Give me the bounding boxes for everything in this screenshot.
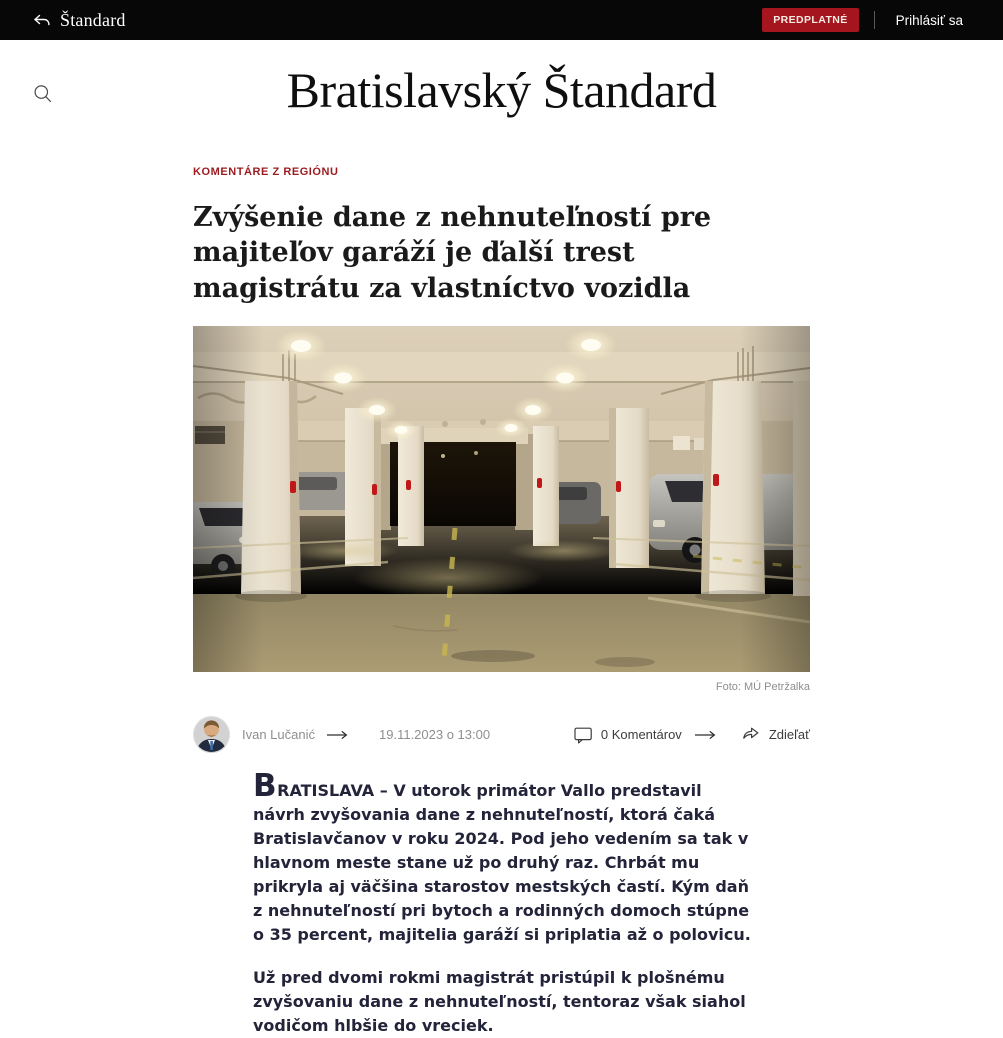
masthead-title[interactable]: Bratislavský Štandard (0, 62, 1003, 120)
topbar-right (762, 8, 969, 32)
search-button[interactable] (31, 82, 56, 107)
article-meta-row (193, 716, 810, 753)
article-content (193, 120, 810, 1038)
login-link[interactable]: Prihlásiť sa (890, 12, 969, 29)
author-arrow-icon (326, 730, 349, 740)
lead-caps: RATISLAVA (277, 781, 374, 800)
brand-logo[interactable] (33, 10, 126, 31)
share-label: Zdieľať (769, 727, 810, 742)
article-body (253, 779, 753, 1038)
brand-name: Štandard (60, 10, 126, 31)
share-icon (741, 726, 761, 743)
search-icon (33, 84, 54, 105)
paragraph-lead (253, 779, 753, 947)
article-headline: Zvýšenie dane z nehnuteľností pre majiteľov garáží je ďalší trest magistrátu za vlastníctvo vozidla (193, 200, 810, 307)
topbar-divider (874, 11, 875, 29)
category-link[interactable]: KOMENTÁRE Z REGIÓNU (193, 166, 339, 178)
comments-arrow-icon (694, 730, 717, 740)
photo-credit: Foto: MÚ Petržalka (193, 681, 810, 693)
top-bar (0, 0, 1003, 40)
share-button[interactable] (741, 726, 810, 743)
comments-button[interactable] (574, 726, 717, 744)
masthead (0, 40, 1003, 120)
hero-image (193, 326, 810, 672)
meta-actions (574, 726, 810, 744)
author-name[interactable]: Ivan Lučanić (242, 727, 315, 742)
back-arrow-icon (33, 12, 51, 28)
author-avatar[interactable] (193, 716, 230, 753)
comment-icon (574, 726, 593, 744)
comments-label: 0 Komentárov (601, 727, 682, 742)
paragraph-2: Už pred dvomi rokmi magistrát pristúpil k plošnému zvyšovaniu dane z nehnuteľností, tentoraz však siahol vodičom hlbšie do vreciek. (253, 966, 753, 1038)
lead-text: – V utorok primátor Vallo predstavil návrh zvyšovania dane z nehnuteľností, ktorá čaká Bratislavčanov v roku 2024. Pod jeho vedením sa tak v hlavnom meste stane už po druhý raz. Chrbát mu prikryla aj väčšina starostov mestských častí. Kým daň z nehnuteľností pri bytoch a rodinných domoch stúpne o 35 percent, majitelia garáží si priplatia až o polovicu. (253, 781, 751, 944)
publish-date: 19.11.2023 o 13:00 (379, 727, 490, 742)
dropcap: B (253, 768, 277, 804)
subscribe-button[interactable]: PREDPLATNÉ (762, 8, 858, 32)
